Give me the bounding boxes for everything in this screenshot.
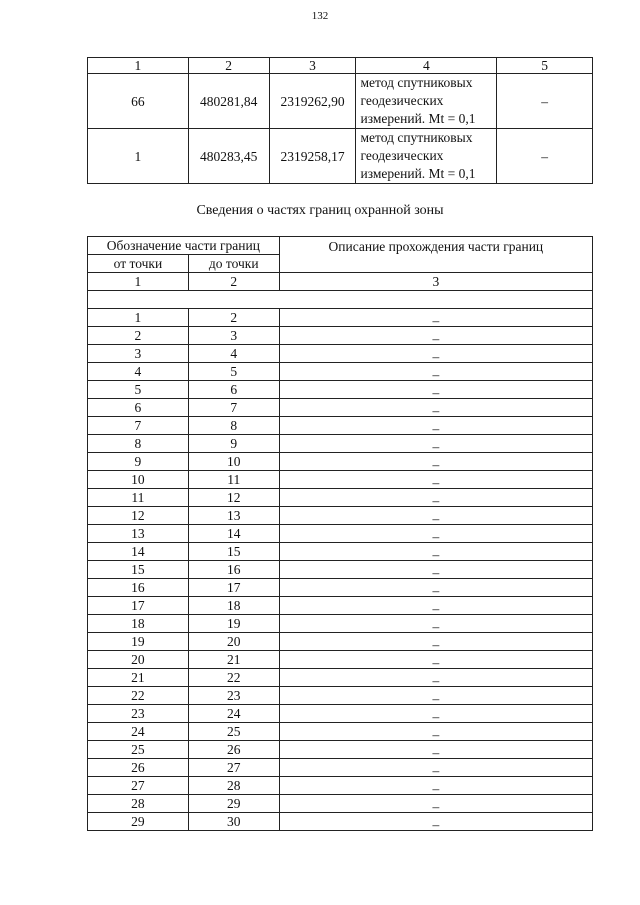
- to-point: 26: [188, 741, 279, 759]
- column-number: 4: [356, 58, 497, 74]
- table-row: [88, 615, 593, 633]
- description-dash: [279, 381, 592, 399]
- coordinates-table: [87, 57, 593, 184]
- from-point: 17: [88, 597, 189, 615]
- table-row: [88, 417, 593, 435]
- from-point-header: от точки: [88, 255, 189, 273]
- column-number: 3: [269, 58, 356, 74]
- to-point: 21: [188, 651, 279, 669]
- column-number-row: [88, 273, 593, 291]
- description-dash: [279, 435, 592, 453]
- table-row: [88, 759, 593, 777]
- method-description: [356, 129, 497, 184]
- dash-mark: –: [432, 331, 440, 346]
- dash-mark: –: [432, 529, 440, 544]
- dash-mark: –: [432, 601, 440, 616]
- table-row: [88, 525, 593, 543]
- point-number: 1: [88, 129, 189, 184]
- description-dash: [279, 615, 592, 633]
- from-point: 18: [88, 615, 189, 633]
- dash-mark: –: [432, 565, 440, 580]
- method-line: метод спутниковых: [360, 130, 473, 145]
- description-header: Описание прохождения части границ: [279, 237, 592, 273]
- section-title: Сведения о частях границ охранной зоны: [196, 203, 444, 218]
- from-point: 22: [88, 687, 189, 705]
- to-point: 13: [188, 507, 279, 525]
- dash-mark: –: [432, 619, 440, 634]
- from-point: 6: [88, 399, 189, 417]
- y-coordinate: 2319262,90: [269, 74, 356, 129]
- description-dash: [279, 543, 592, 561]
- dash-mark: –: [432, 799, 440, 814]
- column-number: 2: [188, 273, 279, 291]
- dash-mark: –: [432, 763, 440, 778]
- to-point: 4: [188, 345, 279, 363]
- group-header: Обозначение части границ: [88, 237, 280, 255]
- x-coordinate: 480283,45: [188, 129, 269, 184]
- description-dash: [279, 723, 592, 741]
- to-point: 28: [188, 777, 279, 795]
- description-dash: [279, 327, 592, 345]
- method-line: измерений. Mt = 0,1: [360, 166, 476, 181]
- from-point: 3: [88, 345, 189, 363]
- description-dash: [279, 741, 592, 759]
- to-point: 11: [188, 471, 279, 489]
- empty-cell: [88, 291, 593, 309]
- to-point-header: до точки: [188, 255, 279, 273]
- description-dash: [279, 525, 592, 543]
- table-row: [88, 345, 593, 363]
- table-row: [88, 471, 593, 489]
- dash-mark: –: [432, 493, 440, 508]
- dash-mark: –: [432, 673, 440, 688]
- to-point: 19: [188, 615, 279, 633]
- column-number: 5: [497, 58, 593, 74]
- table-row: [88, 363, 593, 381]
- x-coordinate: 480281,84: [188, 74, 269, 129]
- from-point: 8: [88, 435, 189, 453]
- to-point: 5: [188, 363, 279, 381]
- from-point: 24: [88, 723, 189, 741]
- to-point: 6: [188, 381, 279, 399]
- from-point: 27: [88, 777, 189, 795]
- dash-mark: –: [432, 367, 440, 382]
- to-point: 14: [188, 525, 279, 543]
- description-dash: [279, 489, 592, 507]
- dash-mark: –: [432, 781, 440, 796]
- dash-mark: –: [432, 727, 440, 742]
- dash-mark: –: [432, 511, 440, 526]
- table-row: [88, 381, 593, 399]
- to-point: 10: [188, 453, 279, 471]
- from-point: 7: [88, 417, 189, 435]
- description-dash: [279, 363, 592, 381]
- from-point: 19: [88, 633, 189, 651]
- from-point: 28: [88, 795, 189, 813]
- dash-mark: –: [432, 313, 440, 328]
- table-row: [88, 507, 593, 525]
- to-point: 23: [188, 687, 279, 705]
- column-5-value: –: [497, 74, 593, 129]
- description-dash: [279, 705, 592, 723]
- from-point: 21: [88, 669, 189, 687]
- to-point: 3: [188, 327, 279, 345]
- description-dash: [279, 813, 592, 831]
- method-line: измерений. Mt = 0,1: [360, 111, 476, 126]
- from-point: 4: [88, 363, 189, 381]
- dash-mark: –: [432, 817, 440, 832]
- from-point: 2: [88, 327, 189, 345]
- dash-mark: –: [432, 691, 440, 706]
- table-row: [88, 633, 593, 651]
- table-row: [88, 651, 593, 669]
- dash-mark: –: [432, 655, 440, 670]
- description-dash: [279, 579, 592, 597]
- empty-row: [88, 291, 593, 309]
- to-point: 25: [188, 723, 279, 741]
- to-point: 12: [188, 489, 279, 507]
- table-row: [88, 777, 593, 795]
- dash-mark: –: [432, 709, 440, 724]
- to-point: 22: [188, 669, 279, 687]
- dash-mark: –: [432, 547, 440, 562]
- from-point: 15: [88, 561, 189, 579]
- to-point: 29: [188, 795, 279, 813]
- method-line: метод спутниковых: [360, 75, 473, 90]
- column-number: 2: [188, 58, 269, 74]
- table-row: [88, 597, 593, 615]
- description-dash: [279, 309, 592, 327]
- from-point: 23: [88, 705, 189, 723]
- dash-mark: –: [432, 385, 440, 400]
- dash-mark: –: [432, 745, 440, 760]
- description-dash: [279, 453, 592, 471]
- page-number: 132: [311, 10, 329, 22]
- table-row: [88, 579, 593, 597]
- column-number: 1: [88, 273, 189, 291]
- table-row: [88, 561, 593, 579]
- dash-mark: –: [432, 403, 440, 418]
- y-coordinate: 2319258,17: [269, 129, 356, 184]
- table-row: [88, 129, 593, 184]
- from-point: 14: [88, 543, 189, 561]
- column-5-value: –: [497, 129, 593, 184]
- description-dash: [279, 795, 592, 813]
- to-point: 7: [188, 399, 279, 417]
- from-point: 10: [88, 471, 189, 489]
- point-number: 66: [88, 74, 189, 129]
- column-number: 1: [88, 58, 189, 74]
- dash-mark: –: [432, 583, 440, 598]
- from-point: 9: [88, 453, 189, 471]
- table-row: [88, 795, 593, 813]
- description-dash: [279, 759, 592, 777]
- description-dash: [279, 561, 592, 579]
- from-point: 5: [88, 381, 189, 399]
- from-point: 16: [88, 579, 189, 597]
- table-row: [88, 813, 593, 831]
- from-point: 12: [88, 507, 189, 525]
- column-number: 3: [279, 273, 592, 291]
- table-header-row: [88, 58, 593, 74]
- description-dash: [279, 471, 592, 489]
- from-point: 20: [88, 651, 189, 669]
- table-row: [88, 489, 593, 507]
- description-dash: [279, 399, 592, 417]
- table-row: [88, 309, 593, 327]
- description-dash: [279, 507, 592, 525]
- table-row: [88, 687, 593, 705]
- to-point: 15: [188, 543, 279, 561]
- description-dash: [279, 633, 592, 651]
- method-description: [356, 74, 497, 129]
- table-row: [88, 543, 593, 561]
- to-point: 18: [188, 597, 279, 615]
- from-point: 25: [88, 741, 189, 759]
- to-point: 24: [188, 705, 279, 723]
- dash-mark: –: [432, 421, 440, 436]
- table-row: [88, 705, 593, 723]
- boundary-parts-table: [87, 236, 593, 831]
- from-point: 26: [88, 759, 189, 777]
- table-row: [88, 435, 593, 453]
- to-point: 27: [188, 759, 279, 777]
- to-point: 17: [188, 579, 279, 597]
- dash-mark: –: [432, 637, 440, 652]
- to-point: 30: [188, 813, 279, 831]
- to-point: 20: [188, 633, 279, 651]
- description-dash: [279, 417, 592, 435]
- to-point: 2: [188, 309, 279, 327]
- to-point: 16: [188, 561, 279, 579]
- description-dash: [279, 687, 592, 705]
- dash-mark: –: [432, 439, 440, 454]
- description-dash: [279, 669, 592, 687]
- description-dash: [279, 345, 592, 363]
- description-dash: [279, 651, 592, 669]
- to-point: 9: [188, 435, 279, 453]
- dash-mark: –: [432, 457, 440, 472]
- dash-mark: –: [432, 475, 440, 490]
- from-point: 11: [88, 489, 189, 507]
- table-row: [88, 669, 593, 687]
- description-dash: [279, 777, 592, 795]
- table-header-row: [88, 237, 593, 255]
- method-line: геодезических: [360, 148, 444, 163]
- table-row: [88, 327, 593, 345]
- from-point: 1: [88, 309, 189, 327]
- dash-mark: –: [432, 349, 440, 364]
- table-row: [88, 74, 593, 129]
- table-row: [88, 723, 593, 741]
- table-row: [88, 741, 593, 759]
- from-point: 13: [88, 525, 189, 543]
- table-row: [88, 453, 593, 471]
- table-row: [88, 399, 593, 417]
- from-point: 29: [88, 813, 189, 831]
- method-line: геодезических: [360, 93, 444, 108]
- to-point: 8: [188, 417, 279, 435]
- description-dash: [279, 597, 592, 615]
